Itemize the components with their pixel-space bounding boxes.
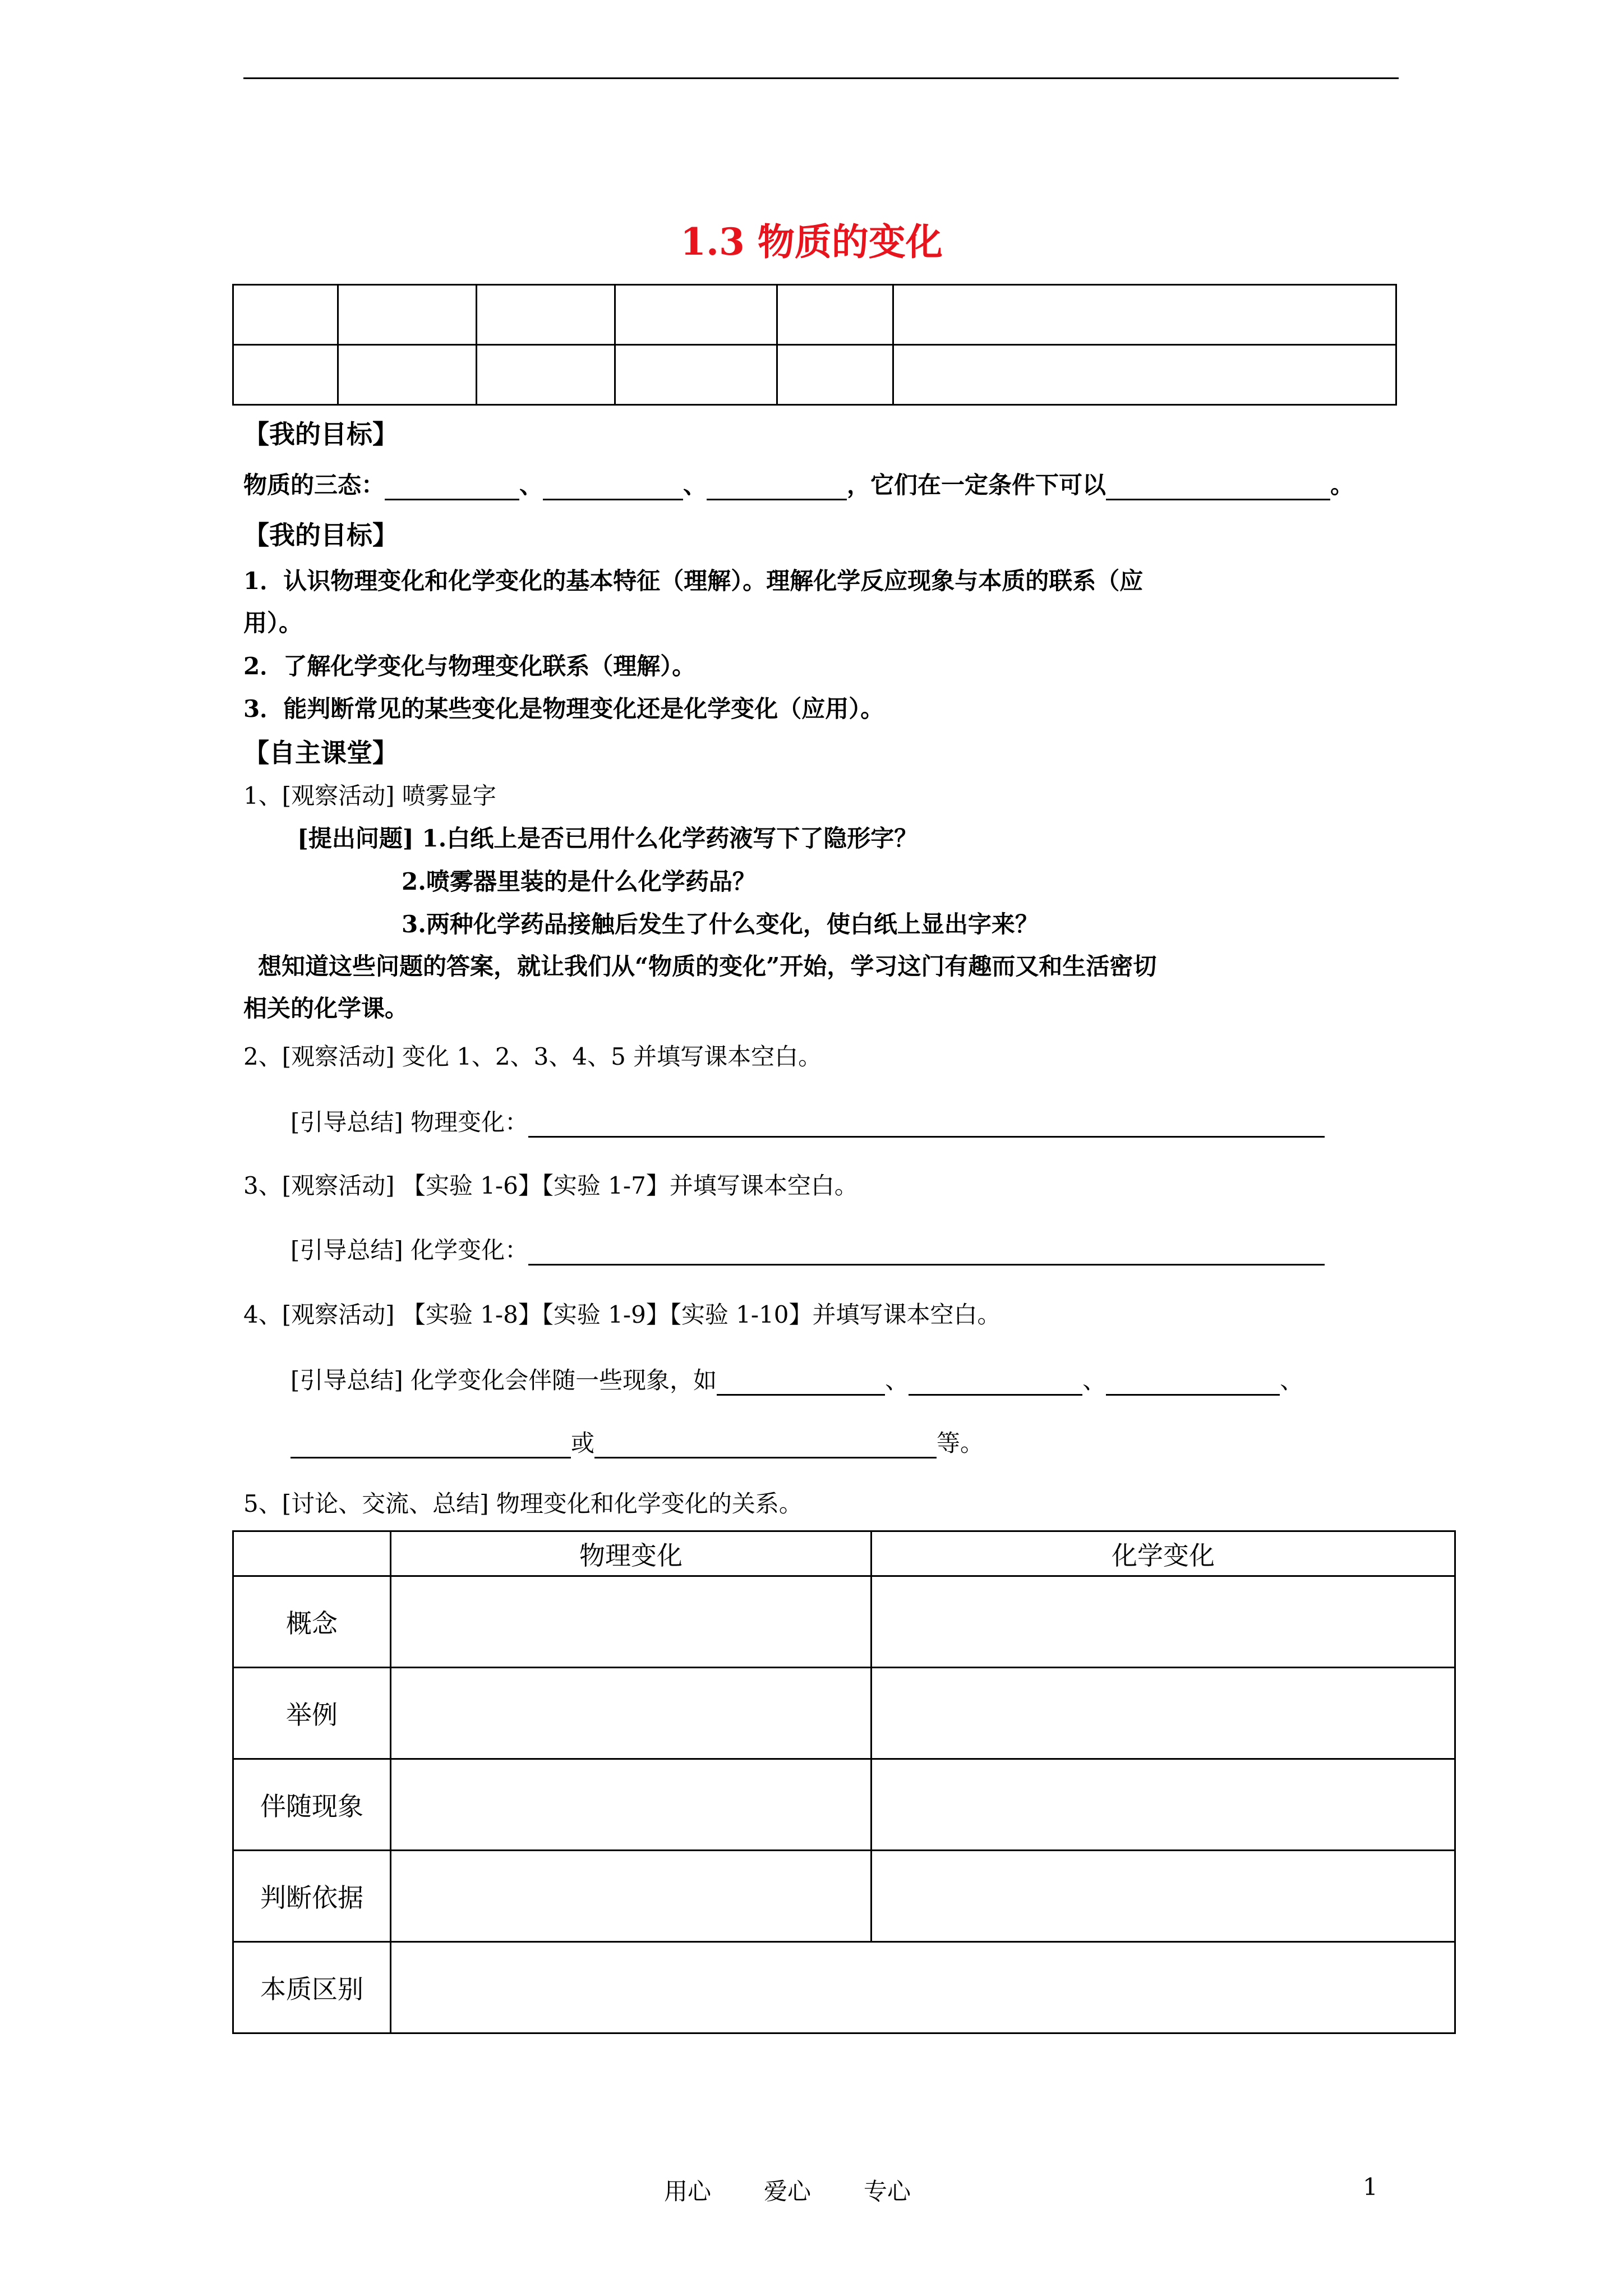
activity-5-title: 5、[讨论、交流、总结] 物理变化和化学变化的关系。	[243, 1490, 803, 1517]
goal-item: 3．能判断常见的某些变化是物理变化还是化学变化（应用）。	[243, 695, 884, 723]
section-heading-goals-2: 【我的目标】	[243, 520, 398, 550]
separator: 、	[1280, 1366, 1304, 1394]
info-cell[interactable]	[233, 285, 338, 345]
comparison-table	[232, 1530, 1456, 2034]
table-header-empty	[233, 1531, 391, 1576]
table-cell[interactable]	[872, 1759, 1455, 1851]
table-cell[interactable]	[391, 1759, 872, 1851]
state-blank-2[interactable]	[543, 473, 683, 500]
info-cell[interactable]	[615, 285, 777, 345]
goal-item: 1．认识物理变化和化学变化的基本特征（理解）。理解化学反应现象与本质的联系（应	[243, 567, 1144, 595]
activity-2-title: 2、[观察活动] 变化 1、2、3、4、5 并填写课本空白。	[243, 1043, 822, 1070]
info-cell[interactable]	[477, 285, 615, 345]
info-cell[interactable]	[338, 285, 477, 345]
table-cell[interactable]	[872, 1668, 1455, 1759]
activity-1-title: 1、[观察活动] 喷雾显字	[243, 782, 496, 809]
table-cell[interactable]	[872, 1851, 1455, 1942]
phenomenon-blank-1[interactable]	[717, 1368, 885, 1396]
info-cell[interactable]	[233, 345, 338, 405]
info-cell[interactable]	[615, 345, 777, 405]
activity-4-title: 4、[观察活动] 【实验 1-8】【实验 1-9】【实验 1-10】并填写课本空白。	[243, 1301, 1001, 1328]
question-1: [提出问题] 1.白纸上是否已用什么化学药液写下了隐形字？	[297, 825, 918, 852]
states-line	[243, 467, 1354, 500]
summary-chemical	[291, 1232, 1325, 1266]
phenomenon-blank-5[interactable]	[594, 1431, 937, 1458]
phenomenon-blank-2[interactable]	[909, 1368, 1082, 1396]
info-cell[interactable]	[777, 285, 893, 345]
etc-text: 等。	[937, 1429, 984, 1457]
intro-text-1: 想知道这些问题的答案，就让我们从“物质的变化”开始，学习这门有趣而又和生活密切	[258, 953, 1157, 980]
period: 。	[1330, 471, 1354, 499]
goal-item: 2．了解化学变化与物理变化联系（理解）。	[243, 652, 696, 680]
state-change-blank[interactable]	[1106, 473, 1330, 500]
physical-change-blank[interactable]	[528, 1110, 1325, 1138]
footer-motto-1: 用心	[664, 2178, 712, 2205]
chemical-change-blank[interactable]	[528, 1238, 1325, 1266]
summary-chemical-label: [引导总结] 化学变化：	[291, 1236, 529, 1264]
goal-item: 用）。	[243, 609, 303, 637]
phenomena-label: [引导总结] 化学变化会伴随一些现象，如	[291, 1366, 717, 1394]
info-cell[interactable]	[777, 345, 893, 405]
row-label-essential-difference: 本质区别	[233, 1942, 391, 2033]
table-header-chemical: 化学变化	[872, 1531, 1455, 1576]
table-cell-merged[interactable]	[391, 1942, 1455, 2033]
summary-physical-label: [引导总结] 物理变化：	[291, 1108, 529, 1136]
intro-text-2: 相关的化学课。	[243, 995, 409, 1022]
row-label-phenomena: 伴随现象	[233, 1759, 391, 1851]
states-prefix: 物质的三态：	[243, 471, 385, 499]
table-cell[interactable]	[391, 1668, 872, 1759]
question-2: 2.喷雾器里装的是什么化学药品？	[402, 868, 756, 895]
states-mid: ，它们在一定条件下可以	[847, 471, 1106, 499]
activity-3-title: 3、[观察活动] 【实验 1-6】【实验 1-7】并填写课本空白。	[243, 1172, 858, 1199]
table-cell[interactable]	[391, 1851, 872, 1942]
row-label-example: 举例	[233, 1668, 391, 1759]
page-number: 1	[1363, 2173, 1378, 2201]
info-cell[interactable]	[338, 345, 477, 405]
row-label-criteria: 判断依据	[233, 1851, 391, 1942]
separator: 、	[519, 471, 543, 499]
footer-motto-2: 爱心	[764, 2178, 811, 2205]
phenomenon-blank-4[interactable]	[291, 1431, 571, 1458]
row-label-concept: 概念	[233, 1576, 391, 1668]
question-3: 3.两种化学药品接触后发生了什么变化，使白纸上显出字来？	[402, 910, 1039, 938]
separator: 、	[683, 471, 707, 499]
state-blank-1[interactable]	[385, 473, 519, 500]
table-cell[interactable]	[872, 1576, 1455, 1668]
phenomena-line	[291, 1362, 1303, 1396]
info-table	[232, 284, 1397, 406]
phenomena-line-2	[291, 1425, 984, 1458]
section-heading-goals: 【我的目标】	[243, 419, 398, 449]
or-text: 或	[571, 1429, 595, 1457]
phenomenon-blank-3[interactable]	[1106, 1368, 1280, 1396]
header-rule	[243, 77, 1399, 79]
table-cell[interactable]	[391, 1576, 872, 1668]
separator: 、	[1082, 1366, 1106, 1394]
summary-physical	[291, 1104, 1325, 1138]
state-blank-3[interactable]	[707, 473, 847, 500]
page-title: 1.3 物质的变化	[680, 220, 943, 264]
section-heading-class: 【自主课堂】	[243, 738, 398, 768]
table-header-physical: 物理变化	[391, 1531, 872, 1576]
footer-motto-3: 专心	[864, 2178, 911, 2205]
separator: 、	[885, 1366, 909, 1394]
info-cell[interactable]	[477, 345, 615, 405]
info-cell[interactable]	[893, 345, 1396, 405]
info-cell[interactable]	[893, 285, 1396, 345]
